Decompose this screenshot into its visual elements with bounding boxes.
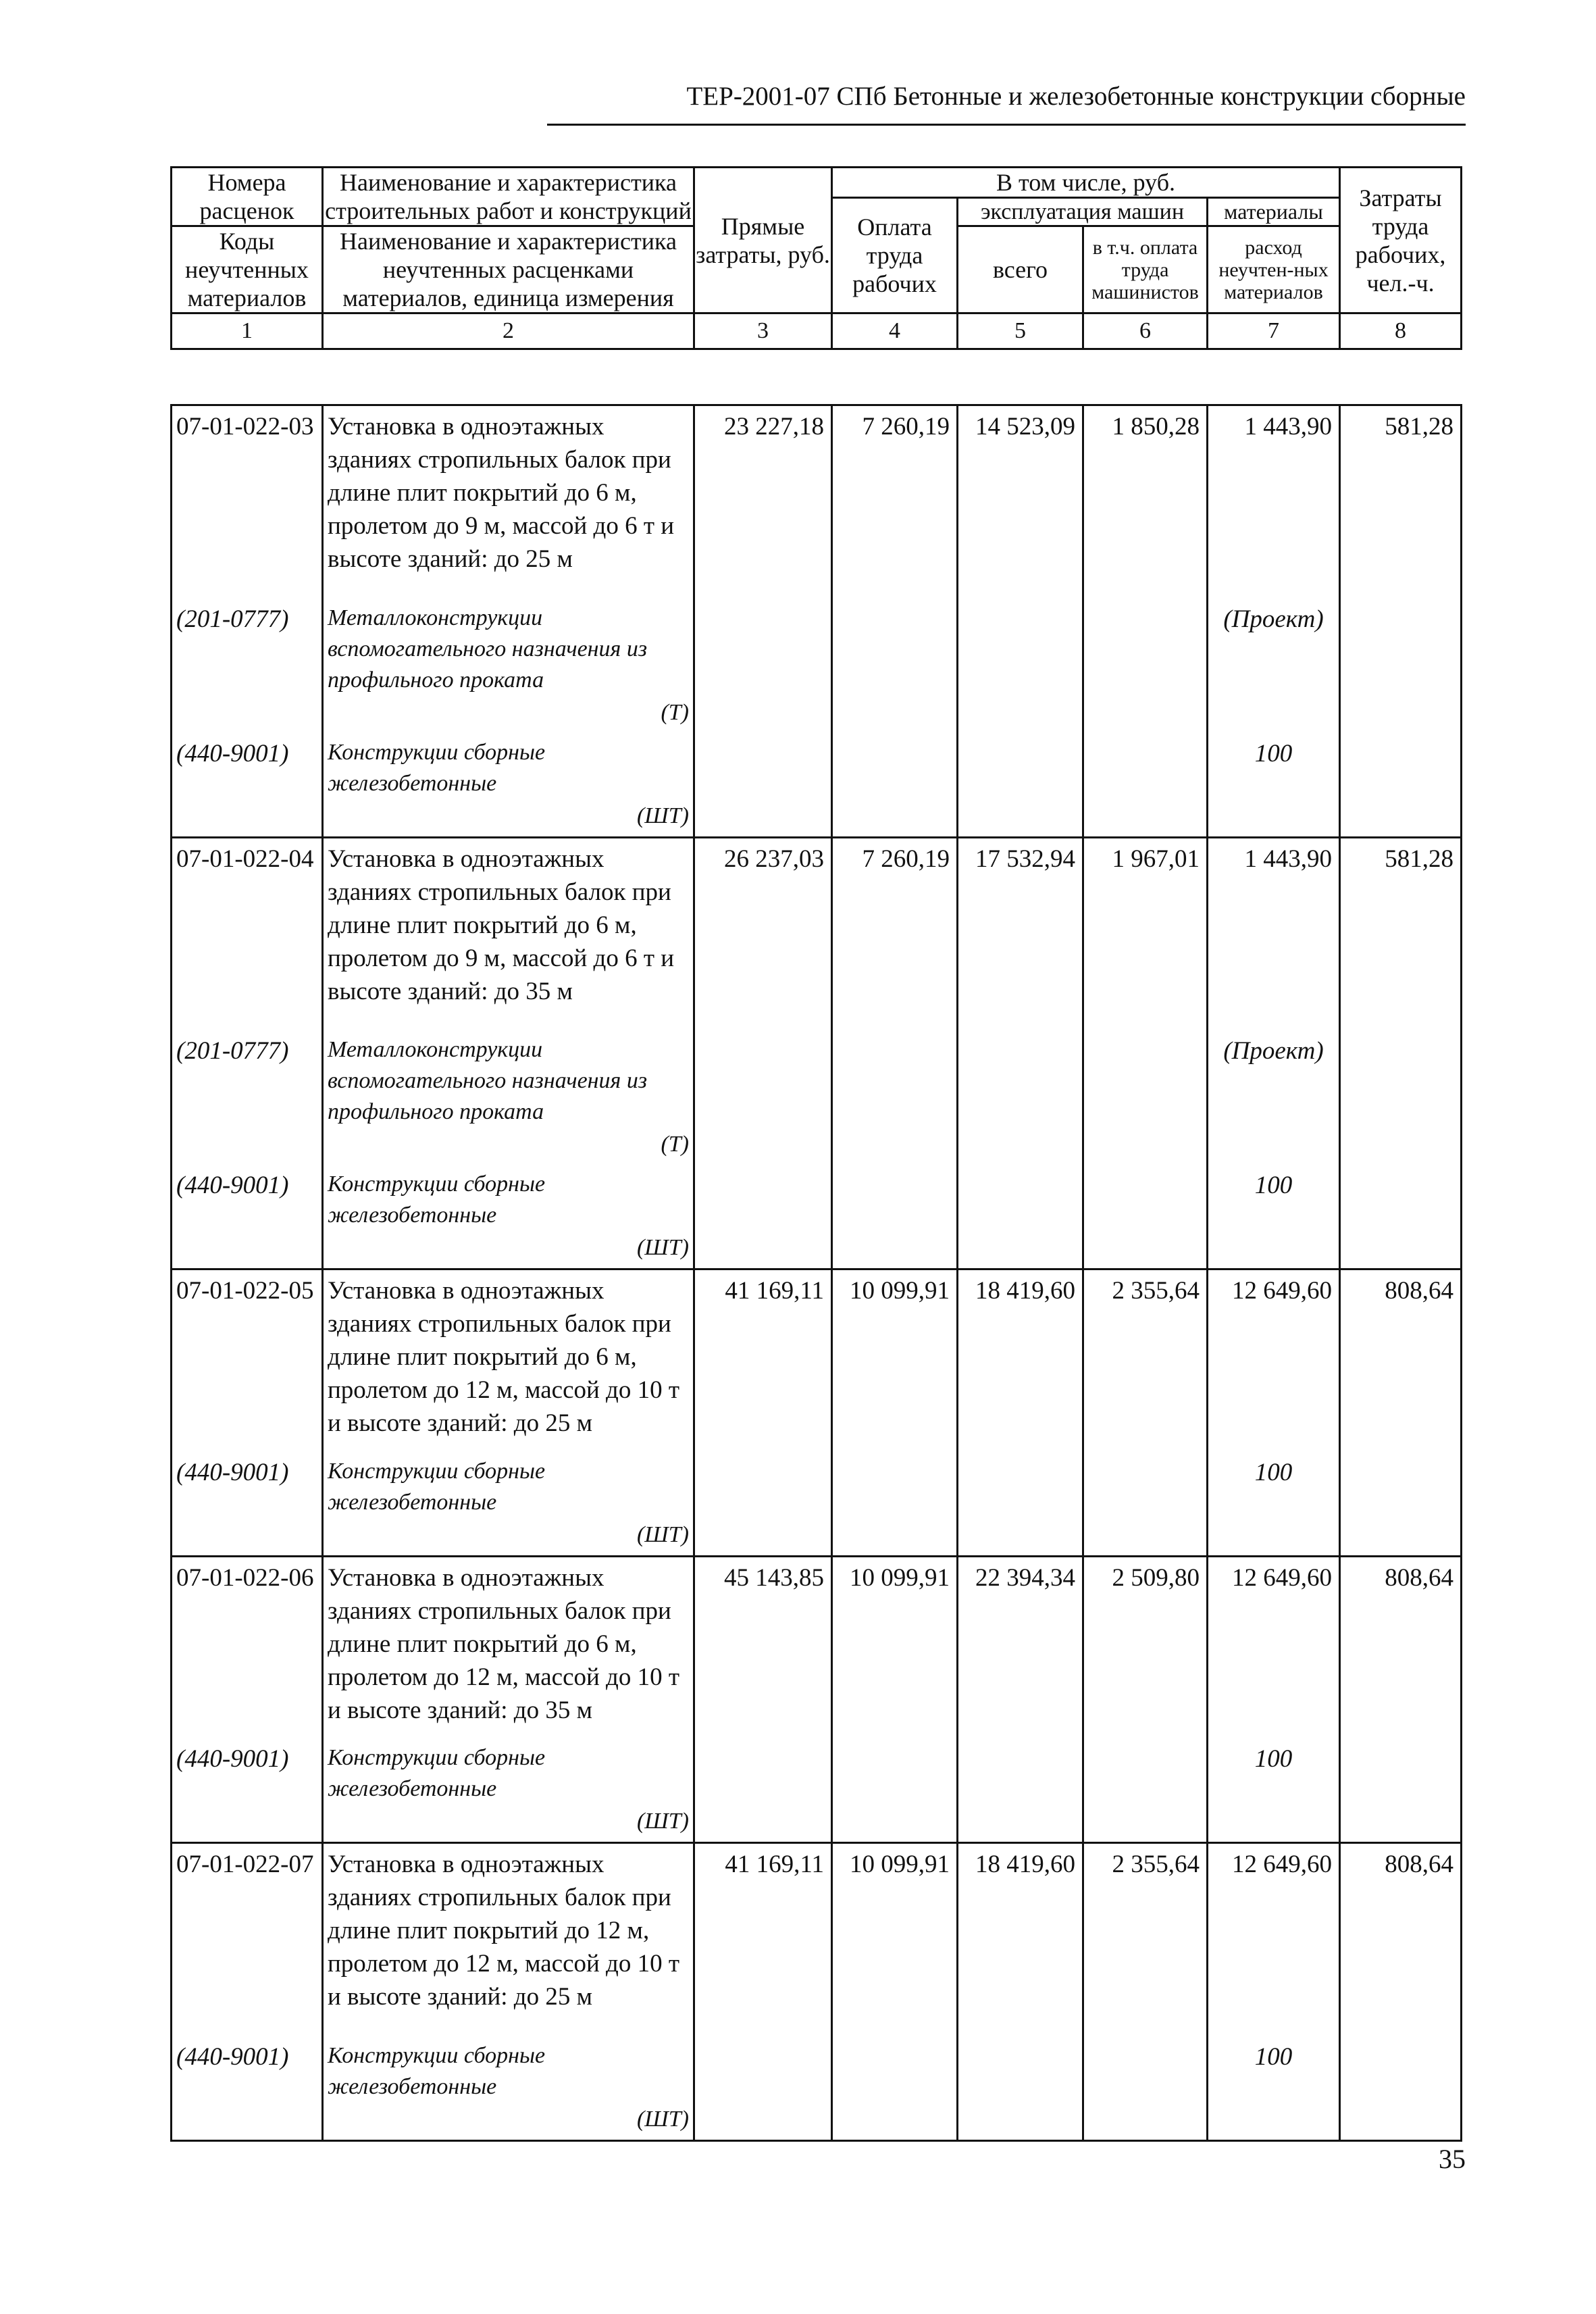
column-number: 2 bbox=[323, 313, 694, 349]
material-row bbox=[172, 1030, 1462, 1165]
material-unit: (Т) bbox=[661, 1132, 689, 1157]
column-number: 5 bbox=[958, 313, 1083, 349]
material-row bbox=[172, 2036, 1462, 2141]
header-col2-top: Наименование и характеристика строительных работ и конструкций bbox=[323, 168, 694, 226]
empty-cell bbox=[832, 1738, 958, 1843]
operators-cost: 2 355,64 bbox=[1083, 1269, 1208, 1452]
work-description: Установка в одноэтажных зданиях стропильных балок при длине плит покрытий до 12 м, пролетом до 12 м, массой до 10 т и высоте зданий: до 25 м bbox=[323, 1843, 694, 2036]
empty-cell bbox=[958, 1738, 1083, 1843]
labor-cost: 10 099,91 bbox=[832, 1556, 958, 1738]
table-row bbox=[172, 405, 1462, 599]
material-description-cell bbox=[323, 1165, 694, 1269]
operators-cost: 1 967,01 bbox=[1083, 837, 1208, 1030]
empty-cell bbox=[832, 2036, 958, 2141]
empty-cell bbox=[1083, 733, 1208, 838]
direct-cost: 23 227,18 bbox=[694, 405, 832, 599]
labor-cost: 7 260,19 bbox=[832, 405, 958, 599]
rate-code: 07-01-022-06 bbox=[172, 1556, 323, 1738]
material-description-cell bbox=[323, 2036, 694, 2141]
empty-cell bbox=[832, 733, 958, 838]
direct-cost: 41 169,11 bbox=[694, 1843, 832, 2036]
header-group-title: В том числе, руб. bbox=[832, 168, 1340, 198]
rate-code: 07-01-022-05 bbox=[172, 1269, 323, 1452]
material-quantity: 100 bbox=[1208, 733, 1340, 838]
empty-cell bbox=[1340, 733, 1462, 838]
operators-cost: 1 850,28 bbox=[1083, 405, 1208, 599]
operators-cost: 2 509,80 bbox=[1083, 1556, 1208, 1738]
material-quantity: 100 bbox=[1208, 1452, 1340, 1557]
empty-cell bbox=[1083, 1738, 1208, 1843]
empty-cell bbox=[1083, 1165, 1208, 1269]
material-code: (440-9001) bbox=[172, 1738, 323, 1843]
rate-code: 07-01-022-04 bbox=[172, 837, 323, 1030]
direct-cost: 26 237,03 bbox=[694, 837, 832, 1030]
table-row bbox=[172, 1269, 1462, 1452]
material-description: Конструкции сборные железобетонные bbox=[328, 1745, 546, 1801]
work-description: Установка в одноэтажных зданиях стропильных балок при длине плит покрытий до 6 м, пролетом до 12 м, массой до 10 т и высоте зданий: до 35 м bbox=[323, 1556, 694, 1738]
material-description-cell bbox=[323, 733, 694, 838]
material-code: (440-9001) bbox=[172, 2036, 323, 2141]
empty-cell bbox=[694, 599, 832, 733]
rates-table bbox=[170, 404, 1462, 2142]
work-description: Установка в одноэтажных зданиях стропильных балок при длине плит покрытий до 6 м, пролетом до 12 м, массой до 10 т и высоте зданий: до 25 м bbox=[323, 1269, 694, 1452]
labor-cost: 10 099,91 bbox=[832, 1269, 958, 1452]
work-description: Установка в одноэтажных зданиях стропильных балок при длине плит покрытий до 6 м, пролетом до 9 м, массой до 6 т и высоте зданий: до 25 м bbox=[323, 405, 694, 599]
material-row bbox=[172, 1452, 1462, 1557]
table-row bbox=[172, 837, 1462, 1030]
empty-cell bbox=[1340, 599, 1462, 733]
empty-cell bbox=[1340, 1165, 1462, 1269]
material-description-cell bbox=[323, 1452, 694, 1557]
material-description-cell bbox=[323, 1738, 694, 1843]
empty-cell bbox=[832, 599, 958, 733]
column-number: 3 bbox=[694, 313, 832, 349]
material-row bbox=[172, 733, 1462, 838]
materials-cost: 12 649,60 bbox=[1208, 1556, 1340, 1738]
table-row bbox=[172, 1556, 1462, 1738]
material-description-cell bbox=[323, 1030, 694, 1165]
empty-cell bbox=[694, 1165, 832, 1269]
material-quantity: 100 bbox=[1208, 1738, 1340, 1843]
materials-cost: 12 649,60 bbox=[1208, 1843, 1340, 2036]
labor-hours: 808,64 bbox=[1340, 1556, 1462, 1738]
empty-cell bbox=[1083, 1452, 1208, 1557]
empty-cell bbox=[958, 733, 1083, 838]
material-row bbox=[172, 1738, 1462, 1843]
direct-cost: 45 143,85 bbox=[694, 1556, 832, 1738]
header-col1-top: Номера расценок bbox=[172, 168, 323, 226]
machines-cost: 17 532,94 bbox=[958, 837, 1083, 1030]
material-row bbox=[172, 1165, 1462, 1269]
material-quantity: 100 bbox=[1208, 1165, 1340, 1269]
empty-cell bbox=[694, 1030, 832, 1165]
material-unit: (ШТ) bbox=[636, 1521, 689, 1547]
empty-cell bbox=[958, 599, 1083, 733]
material-description: Конструкции сборные железобетонные bbox=[328, 1458, 546, 1515]
machines-cost: 14 523,09 bbox=[958, 405, 1083, 599]
machines-cost: 18 419,60 bbox=[958, 1843, 1083, 2036]
column-number: 8 bbox=[1340, 313, 1462, 349]
empty-cell bbox=[1083, 2036, 1208, 2141]
material-row bbox=[172, 599, 1462, 733]
header-col8: Затраты труда рабочих, чел.-ч. bbox=[1340, 168, 1462, 313]
labor-hours: 581,28 bbox=[1340, 837, 1462, 1030]
header-rule bbox=[547, 124, 1466, 126]
material-description: Конструкции сборные железобетонные bbox=[328, 1172, 546, 1228]
empty-cell bbox=[832, 1165, 958, 1269]
empty-cell bbox=[832, 1452, 958, 1557]
table-row bbox=[172, 1843, 1462, 2036]
material-description: Конструкции сборные железобетонные bbox=[328, 2042, 546, 2099]
work-description: Установка в одноэтажных зданиях стропильных балок при длине плит покрытий до 6 м, пролетом до 9 м, массой до 6 т и высоте зданий: до 35 м bbox=[323, 837, 694, 1030]
material-unit: (ШТ) bbox=[636, 1809, 689, 1834]
material-code: (201-0777) bbox=[172, 599, 323, 733]
header-materials: материалы bbox=[1208, 198, 1340, 226]
column-number: 1 bbox=[172, 313, 323, 349]
materials-cost: 1 443,90 bbox=[1208, 405, 1340, 599]
direct-cost: 41 169,11 bbox=[694, 1269, 832, 1452]
header-col2-bottom: Наименование и характеристика неучтенных расценками материалов, единица измерения bbox=[323, 226, 694, 313]
material-code: (440-9001) bbox=[172, 1452, 323, 1557]
empty-cell bbox=[1340, 1738, 1462, 1843]
material-code: (440-9001) bbox=[172, 1165, 323, 1269]
machines-cost: 18 419,60 bbox=[958, 1269, 1083, 1452]
header-col3: Прямые затраты, руб. bbox=[694, 168, 832, 313]
material-unit: (ШТ) bbox=[636, 803, 689, 828]
empty-cell bbox=[694, 2036, 832, 2141]
material-unit: (ШТ) bbox=[636, 1235, 689, 1260]
column-number: 6 bbox=[1083, 313, 1208, 349]
header-col6: в т.ч. оплата труда машинистов bbox=[1083, 226, 1208, 313]
empty-cell bbox=[832, 1030, 958, 1165]
document-header-title: ТЕР-2001-07 СПб Бетонные и железобетонные конструкции сборные bbox=[686, 82, 1466, 111]
column-number: 7 bbox=[1208, 313, 1340, 349]
header-col1-bottom: Коды неучтенных материалов bbox=[172, 226, 323, 313]
material-code: (201-0777) bbox=[172, 1030, 323, 1165]
material-unit: (Т) bbox=[661, 699, 689, 725]
operators-cost: 2 355,64 bbox=[1083, 1843, 1208, 2036]
empty-cell bbox=[1340, 1030, 1462, 1165]
material-description: Металлоконструкции вспомогательного назначения из профильного проката bbox=[328, 1037, 648, 1124]
material-quantity: 100 bbox=[1208, 2036, 1340, 2141]
empty-cell bbox=[1340, 2036, 1462, 2141]
material-description-cell bbox=[323, 599, 694, 733]
empty-cell bbox=[694, 1452, 832, 1557]
empty-cell bbox=[958, 1165, 1083, 1269]
materials-cost: 12 649,60 bbox=[1208, 1269, 1340, 1452]
material-unit: (ШТ) bbox=[636, 2106, 689, 2132]
labor-cost: 10 099,91 bbox=[832, 1843, 958, 2036]
page-number: 35 bbox=[1439, 2144, 1466, 2174]
material-description: Конструкции сборные железобетонные bbox=[328, 739, 546, 796]
header-col7: расход неучтен-ных материалов bbox=[1208, 226, 1340, 313]
empty-cell bbox=[958, 1030, 1083, 1165]
material-description: Металлоконструкции вспомогательного назначения из профильного проката bbox=[328, 605, 648, 693]
rate-code: 07-01-022-03 bbox=[172, 405, 323, 599]
empty-cell bbox=[1083, 599, 1208, 733]
header-col5: всего bbox=[958, 226, 1083, 313]
labor-hours: 808,64 bbox=[1340, 1269, 1462, 1452]
rate-code: 07-01-022-07 bbox=[172, 1843, 323, 2036]
empty-cell bbox=[694, 1738, 832, 1843]
materials-cost: 1 443,90 bbox=[1208, 837, 1340, 1030]
empty-cell bbox=[694, 733, 832, 838]
labor-hours: 581,28 bbox=[1340, 405, 1462, 599]
header-machines: эксплуатация машин bbox=[958, 198, 1208, 226]
labor-cost: 7 260,19 bbox=[832, 837, 958, 1030]
empty-cell bbox=[958, 1452, 1083, 1557]
header-col4: Оплата труда рабочих bbox=[832, 198, 958, 313]
material-quantity: (Проект) bbox=[1208, 1030, 1340, 1165]
machines-cost: 22 394,34 bbox=[958, 1556, 1083, 1738]
material-quantity: (Проект) bbox=[1208, 599, 1340, 733]
material-code: (440-9001) bbox=[172, 733, 323, 838]
column-number: 4 bbox=[832, 313, 958, 349]
table-header bbox=[170, 166, 1462, 350]
empty-cell bbox=[1083, 1030, 1208, 1165]
labor-hours: 808,64 bbox=[1340, 1843, 1462, 2036]
empty-cell bbox=[1340, 1452, 1462, 1557]
empty-cell bbox=[958, 2036, 1083, 2141]
